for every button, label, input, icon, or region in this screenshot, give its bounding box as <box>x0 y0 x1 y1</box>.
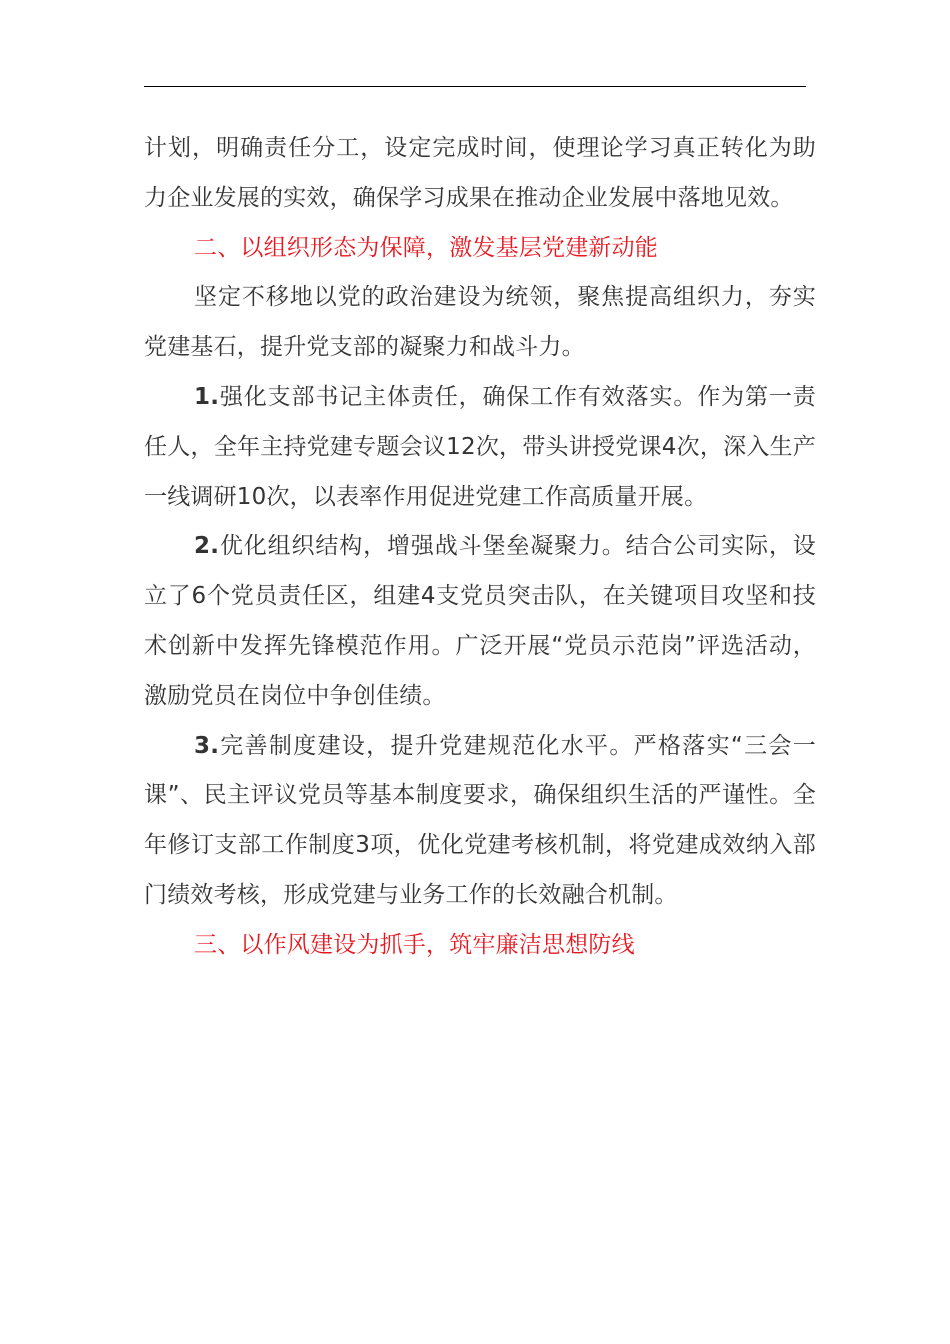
list-item-2 <box>144 522 816 721</box>
paragraph-continuation: 计划，明确责任分工，设定完成时间，使理论学习真正转化为助力企业发展的实效，确保学习成果在推动企业发展中落地见效。 <box>144 135 816 211</box>
list-item-2-number: 2. <box>194 533 220 560</box>
list-item-3-text: 完善制度建设，提升党建规范化水平。严格落实“三会一课”、民主评议党员等基本制度要求，确保组织生活的严谨性。全年修订支部工作制度3项，优化党建考核机制，将党建成效纳入部门绩效考核，形成党建与业务工作的长效融合机制。 <box>144 732 816 908</box>
section-heading-3: 三、以作风建设为抓手，筑牢廉洁思想防线 <box>194 931 635 958</box>
list-item-1-text: 强化支部书记主体责任，确保工作有效落实。作为第一责任人，全年主持党建专题会议12次，带头讲授党课4次，深入生产一线调研10次，以表率作用促进党建工作高质量开展。 <box>144 383 816 510</box>
section-2-intro: 坚定不移地以党的政治建设为统领，聚焦提高组织力，夯实党建基石，提升党支部的凝聚力和战斗力。 <box>144 284 816 361</box>
document-body <box>144 124 816 971</box>
list-item-2-text: 优化组织结构，增强战斗堡垒凝聚力。结合公司实际，设立了6个党员责任区，组建4支党员突击队，在关键项目攻坚和技术创新中发挥先锋模范作用。广泛开展“党员示范岗”评选活动，激励党员在岗位中争创佳绩。 <box>144 533 816 709</box>
list-item-3-number: 3. <box>194 732 220 759</box>
list-item-1 <box>144 373 816 522</box>
header-rule <box>144 86 806 87</box>
list-item-3 <box>144 722 816 921</box>
list-item-1-number: 1. <box>194 383 220 410</box>
section-heading-2: 二、以组织形态为保障，激发基层党建新动能 <box>194 234 658 261</box>
